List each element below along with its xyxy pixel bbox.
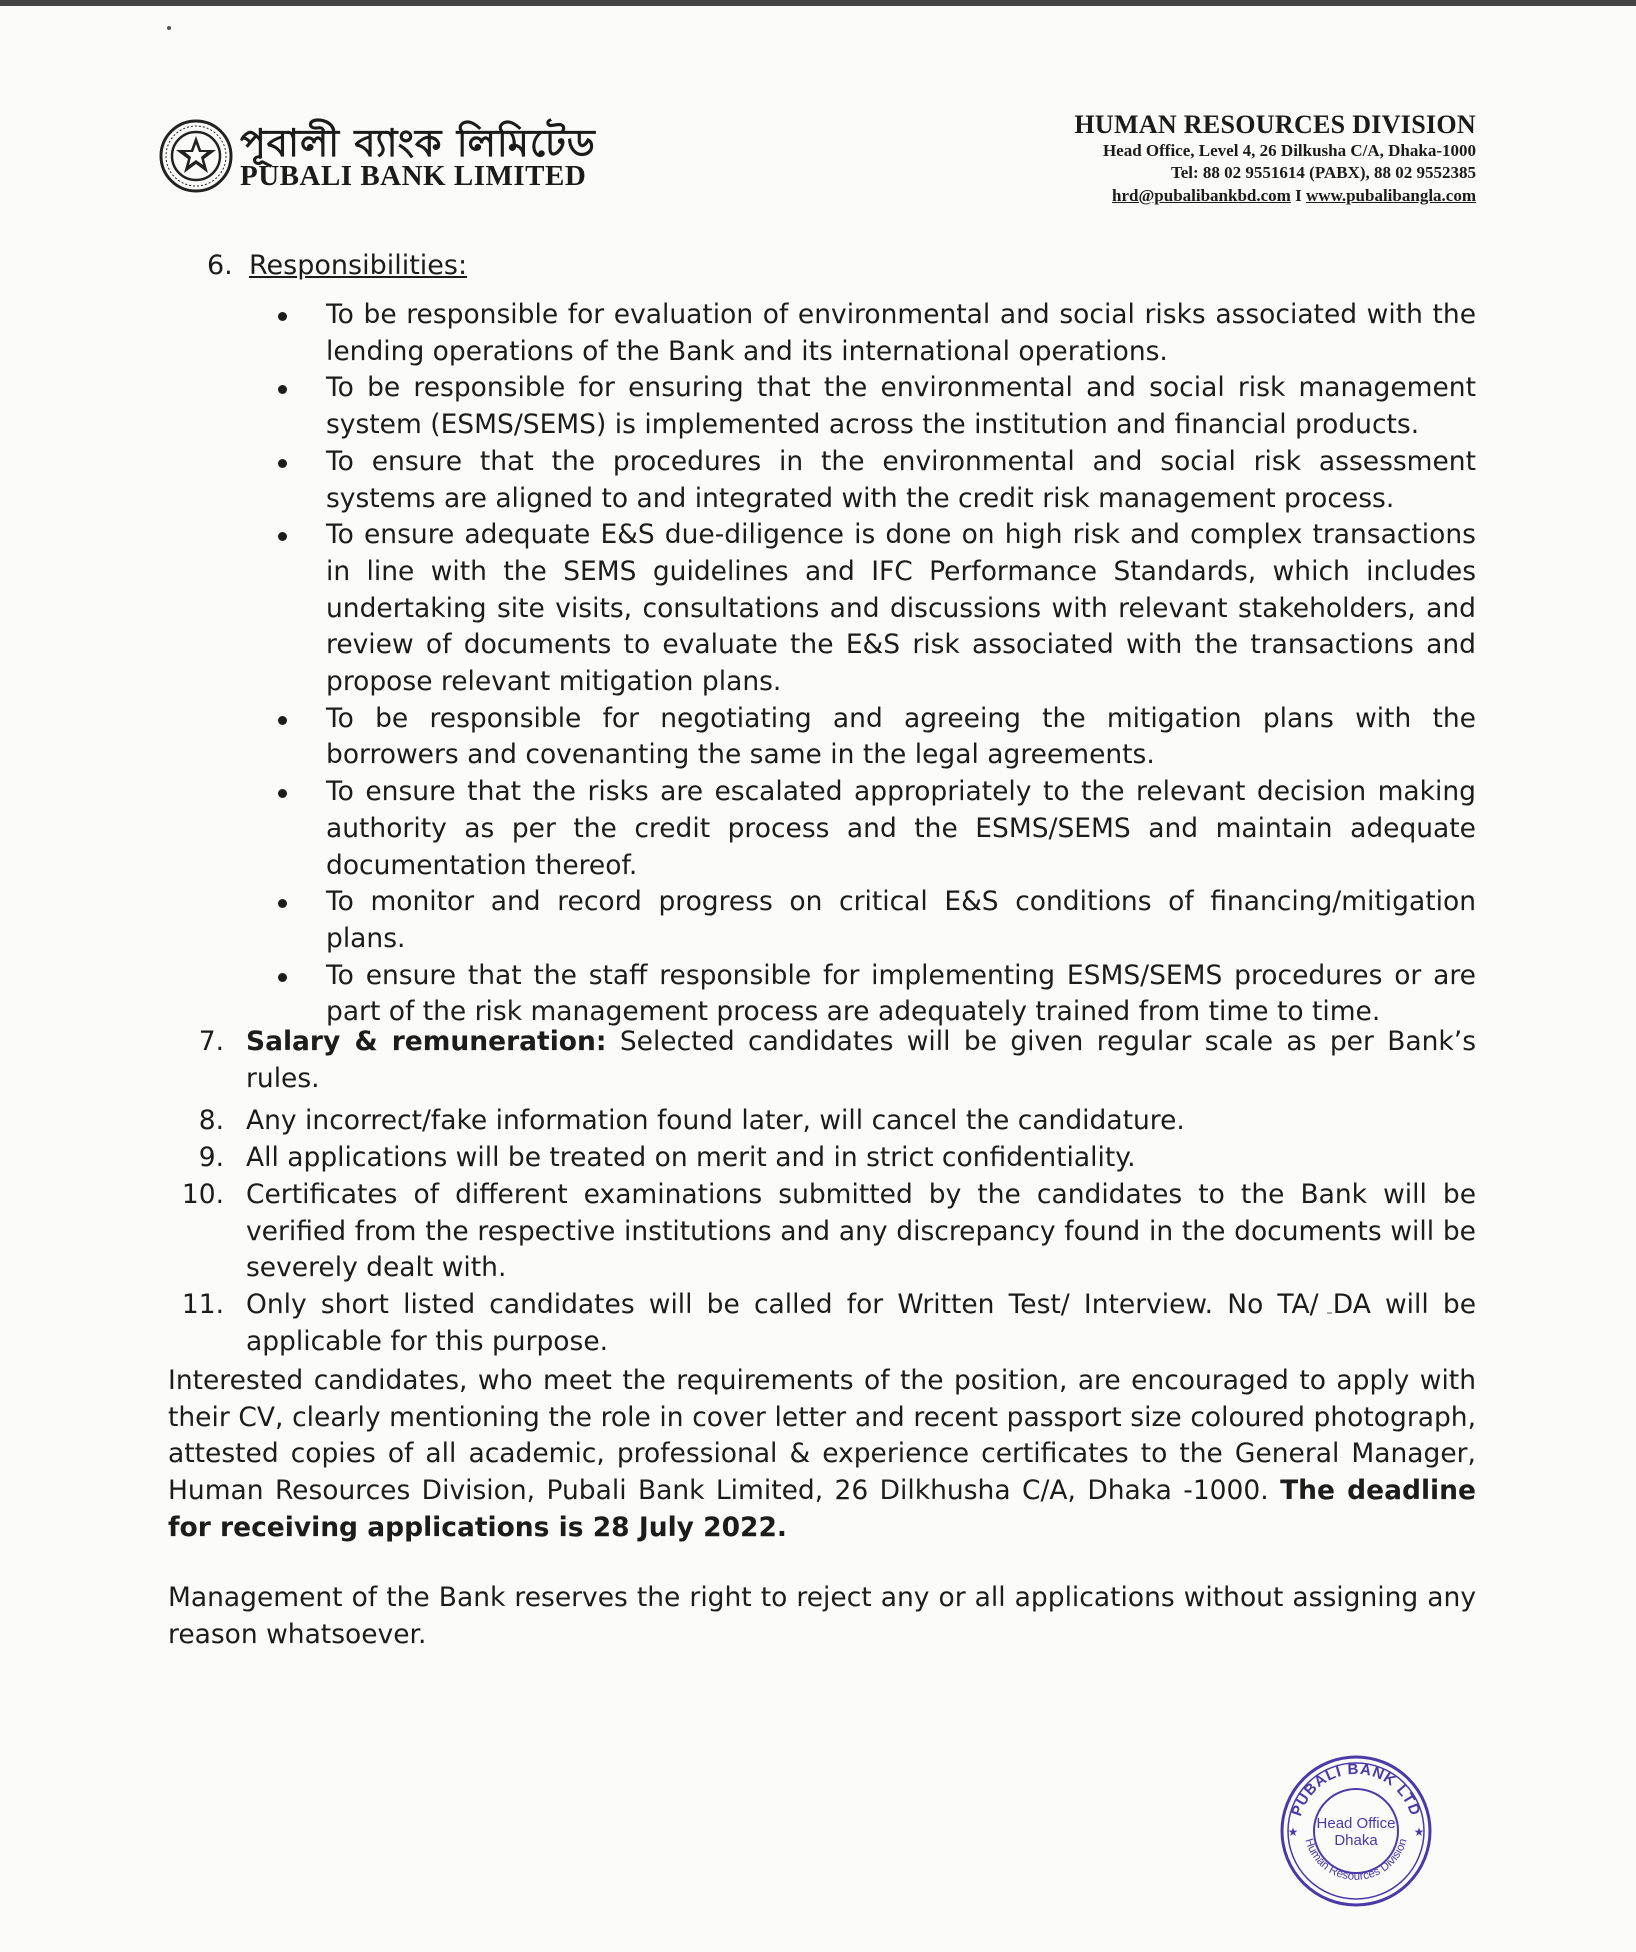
division-title: HUMAN RESOURCES DIVISION	[1074, 110, 1476, 139]
bullet-icon	[278, 716, 287, 725]
email-link[interactable]: hrd@pubalibankbd.com	[1112, 186, 1291, 205]
list-item-text: To ensure that the procedures in the environmental and social risk assessment systems are aligned to and integrated with the credit risk management process.	[326, 445, 1476, 514]
item-lead: Salary & remuneration:	[246, 1026, 607, 1057]
bullet-icon	[278, 459, 287, 468]
list-item	[0, 1287, 1636, 1360]
list-item-text: To be responsible for ensuring that the environmental and social risk management system (ESMS/SEMS) is implemented across the institution and financial products.	[326, 372, 1476, 441]
bullet-icon	[278, 312, 287, 321]
list-item	[0, 774, 1636, 884]
bullet-icon	[278, 385, 287, 394]
bullet-icon	[278, 789, 287, 798]
item-text: Selected candidates will be given regular scale as per Bank’s rules.	[246, 1026, 1476, 1094]
list-item-text: To be responsible for evaluation of environmental and social risks associated with the lending operations of the Bank and its international operations.	[326, 299, 1476, 367]
item-number: 10.	[181, 1178, 224, 1210]
seal-top-text: PUBALI BANK LTD	[1288, 1760, 1424, 1819]
list-item	[0, 517, 1636, 701]
list-item	[0, 958, 1636, 1031]
list-item	[0, 444, 1636, 517]
list-item	[0, 1103, 1636, 1140]
contact-links	[1074, 184, 1476, 208]
item-text: Certificates of different examinations submitted by the candidates to the Bank will be verified from the respective institutions and any discrepancy found in the documents will be severely dealt with.	[246, 1178, 1476, 1284]
deadline-text: The deadline for receiving applications is 28 July 2022.	[168, 1475, 1476, 1543]
item-number: 9.	[198, 1142, 224, 1174]
item-text: Only short listed candidates will be called for Written Test/ Interview. No TA/ DA will be applicable for this purpose.	[246, 1288, 1476, 1357]
seal-star-icon: ★	[1287, 1825, 1299, 1839]
list-item-text: To monitor and record progress on critical E&S conditions of financing/mitigation plans.	[326, 886, 1476, 954]
bank-name-bangla: পূবালী ব্যাংক লিমিটেড	[240, 121, 596, 165]
list-item-text: To ensure adequate E&S due-diligence is done on high risk and complex transactions in line with the SEMS guidelines and IFC Performance Standards, which includes undertaking site visits, consultations and discussions with relevant stakeholders, and review of documents to evaluate the E&S risk associated with the transactions and propose relevant mitigation plans.	[326, 519, 1476, 698]
scan-top-border	[0, 0, 1636, 6]
website-link[interactable]: www.pubalibangla.com	[1305, 186, 1476, 205]
list-item-text: To ensure that the staff responsible for implementing ESMS/SEMS procedures or are part of the risk management process are adequately trained from time to time.	[326, 959, 1476, 1028]
numbered-list	[0, 1024, 1636, 1360]
apply-text: Interested candidates, who meet the requirements of the position, are encouraged to apply with their CV, clearly mentioning the role in cover letter and recent passport size coloured photograph, attested copies of all academic, professional & experience certificates to the General Manager, Human Resources Division, Pubali Bank Limited, 26 Dilkhusha C/A, Dhaka -1000.	[168, 1365, 1476, 1507]
list-item	[0, 884, 1636, 957]
list-item	[0, 297, 1636, 370]
item-text: Any incorrect/fake information found later, will cancel the candidature.	[246, 1105, 1185, 1137]
application-paragraph	[168, 1363, 1476, 1547]
bank-name-english: PUBALI BANK LIMITED	[240, 160, 587, 192]
section-number: 6.	[207, 250, 233, 281]
list-item-text: To ensure that the risks are escalated appropriately to the relevant decision making authority as per the credit process and the ESMS/SEMS and maintain adequate documentation thereof.	[326, 776, 1476, 881]
link-separator: I	[1295, 186, 1302, 205]
item-number: 11.	[181, 1288, 224, 1320]
list-item	[0, 370, 1636, 443]
bullet-icon	[278, 532, 287, 541]
section-title: Responsibilities:	[249, 250, 468, 281]
list-item	[0, 1024, 1636, 1097]
bank-emblem-icon	[158, 118, 234, 194]
division-phone: Tel: 88 02 9551614 (PABX), 88 02 9552385	[1170, 163, 1476, 182]
seal-center-line2: Dhaka	[1334, 1832, 1378, 1849]
section-heading	[207, 248, 467, 284]
list-item	[0, 1140, 1636, 1177]
office-seal-stamp	[1277, 1752, 1435, 1910]
item-text: All applications will be treated on merit and in strict confidentiality.	[246, 1142, 1136, 1174]
bullet-icon	[278, 899, 287, 908]
responsibility-list	[0, 297, 1636, 1031]
bank-logo	[158, 112, 618, 202]
scan-speck	[167, 26, 171, 30]
item-number: 7.	[198, 1026, 224, 1057]
division-address: Head Office, Level 4, 26 Dilkusha C/A, Dhaka-1000	[1102, 141, 1476, 160]
item-number: 8.	[198, 1105, 224, 1137]
management-paragraph	[168, 1580, 1476, 1653]
seal-star-icon: ★	[1413, 1825, 1425, 1839]
list-item	[0, 1177, 1636, 1287]
seal-center-line1: Head Office	[1316, 1815, 1396, 1832]
seal-bottom-text: Human Resources Division	[1302, 1837, 1410, 1883]
list-item-text: To be responsible for negotiating and agreeing the mitigation plans with the borrowers and covenanting the same in the legal agreements.	[326, 702, 1476, 771]
bullet-icon	[278, 973, 287, 982]
management-text: Management of the Bank reserves the right to reject any or all applications without assigning any reason whatsoever.	[168, 1582, 1476, 1650]
list-item	[0, 701, 1636, 774]
division-info	[1074, 110, 1476, 208]
